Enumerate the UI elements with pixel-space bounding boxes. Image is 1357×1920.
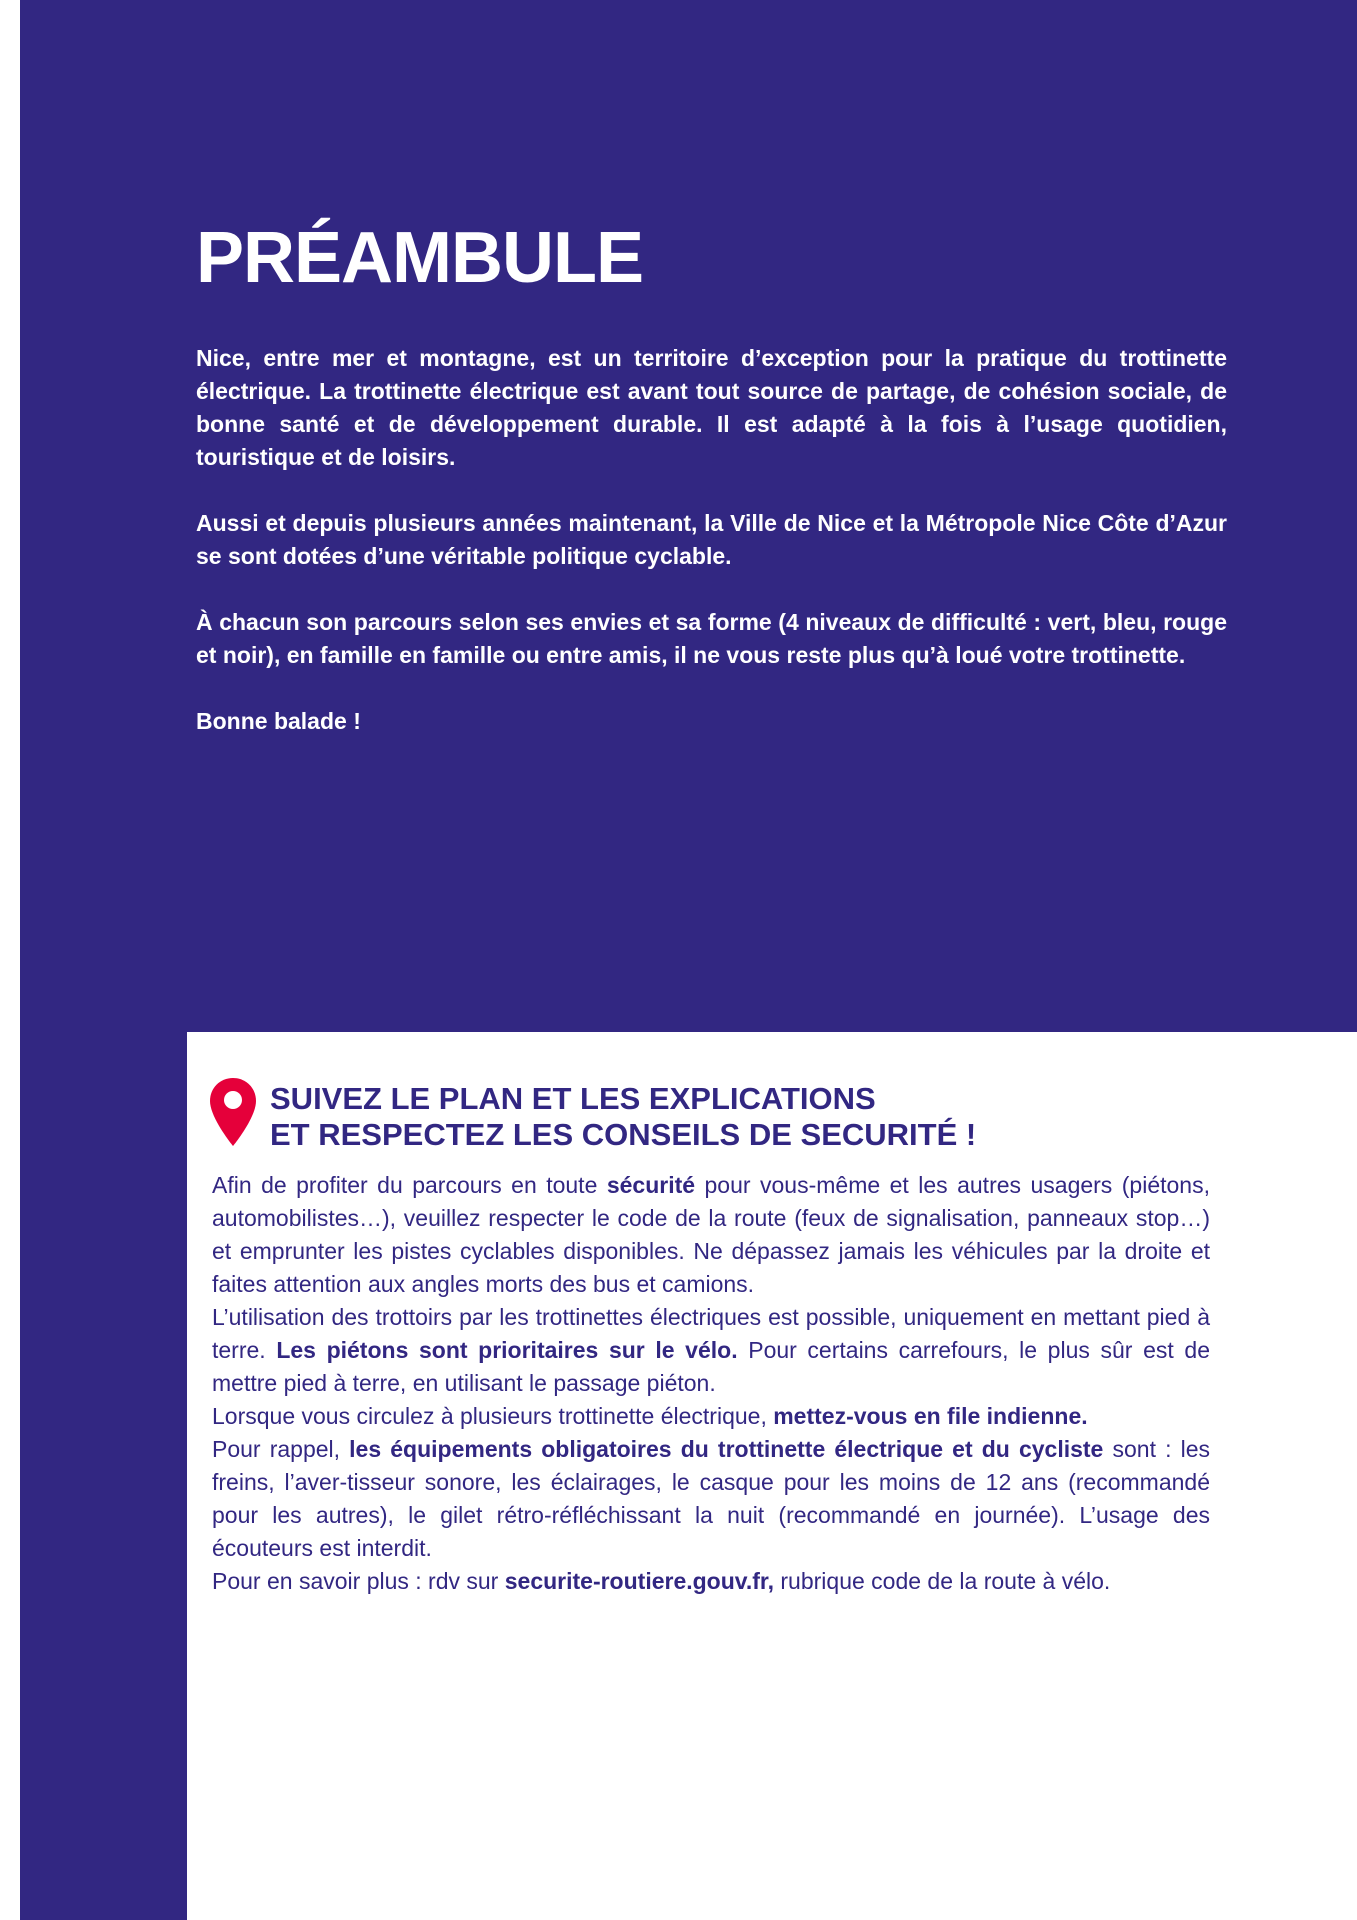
safety-paragraph xyxy=(212,1433,1210,1565)
safety-paragraph xyxy=(212,1301,1210,1400)
emphasis-text: mettez-vous en file indienne. xyxy=(773,1403,1088,1429)
text-run: Lorsque vous circulez à plusieurs trottinette électrique, xyxy=(212,1403,774,1429)
text-run: Pour en savoir plus : rdv sur xyxy=(212,1568,505,1594)
preamble-paragraph: À chacun son parcours selon ses envies et sa forme (4 niveaux de difficulté : vert, bleu, rouge et noir), en famille en famille ou entre amis, il ne vous reste plus qu’à loué votre trottinette. xyxy=(196,609,1227,668)
link-text-securite-routiere: securite-routiere.gouv.fr, xyxy=(504,1568,774,1594)
text-run: Afin de profiter du parcours en toute xyxy=(212,1172,607,1198)
text-run: sont : les freins, l’aver-tisseur sonore, les éclairages, le casque pour les moins de 12 ans (recommandé pour les autres), le gilet rétro-réfléchissant la nuit (recommandé en journée). L’usage des écouteurs est interdit. xyxy=(212,1436,1210,1561)
preamble-paragraph: Nice, entre mer et montagne, est un territoire d’exception pour la pratique du trottinette électrique. La trottinette électrique est avant tout source de partage, de cohésion sociale, de bonne santé et de développement durable. Il est adapté à la fois à l’usage quotidien, touristique et de loisirs. xyxy=(196,345,1227,470)
text-run: rubrique code de la route à vélo. xyxy=(774,1568,1111,1594)
safety-paragraph xyxy=(212,1400,1210,1433)
safety-text xyxy=(212,1169,1210,1598)
emphasis-text: les équipements obligatoires du trottinette électrique et du cycliste xyxy=(349,1436,1104,1462)
preamble-text xyxy=(196,342,1227,738)
safety-heading xyxy=(270,1081,976,1153)
text-run: pour vous-même et les autres usagers (piétons, automobilistes…), veuillez respecter le code de la route (feux de signalisation, panneaux stop…) et emprunter les pistes cyclables disponibles. Ne dépassez jamais les véhicules par la droite et faites attention aux angles morts des bus et camions. xyxy=(212,1172,1210,1297)
safety-paragraph xyxy=(212,1565,1210,1598)
emphasis-text: sécurité xyxy=(606,1172,696,1198)
text-run: L’utilisation des trottoirs par les trottinettes électriques est possible, uniquement en mettant pied à terre. xyxy=(212,1304,1210,1363)
safety-heading-line: ET RESPECTEZ LES CONSEILS DE SECURITÉ ! xyxy=(270,1117,977,1152)
text-run: Pour rappel, xyxy=(212,1436,350,1462)
safety-paragraph xyxy=(212,1169,1210,1301)
map-pin-icon xyxy=(208,1076,258,1148)
page-title: PRÉAMBULE xyxy=(196,218,644,298)
preamble-closing: Bonne balade ! xyxy=(196,708,361,734)
emphasis-text: Les piétons sont prioritaires sur le vélo. xyxy=(276,1337,738,1363)
text-run: Pour certains carrefours, le plus sûr est de mettre pied à terre, en utilisant le passage piéton. xyxy=(212,1337,1210,1396)
preamble-paragraph: Aussi et depuis plusieurs années maintenant, la Ville de Nice et la Métropole Nice Côte d’Azur se sont dotées d’une véritable politique cyclable. xyxy=(196,510,1227,569)
safety-heading-line: SUIVEZ LE PLAN ET LES EXPLICATIONS xyxy=(270,1081,876,1116)
